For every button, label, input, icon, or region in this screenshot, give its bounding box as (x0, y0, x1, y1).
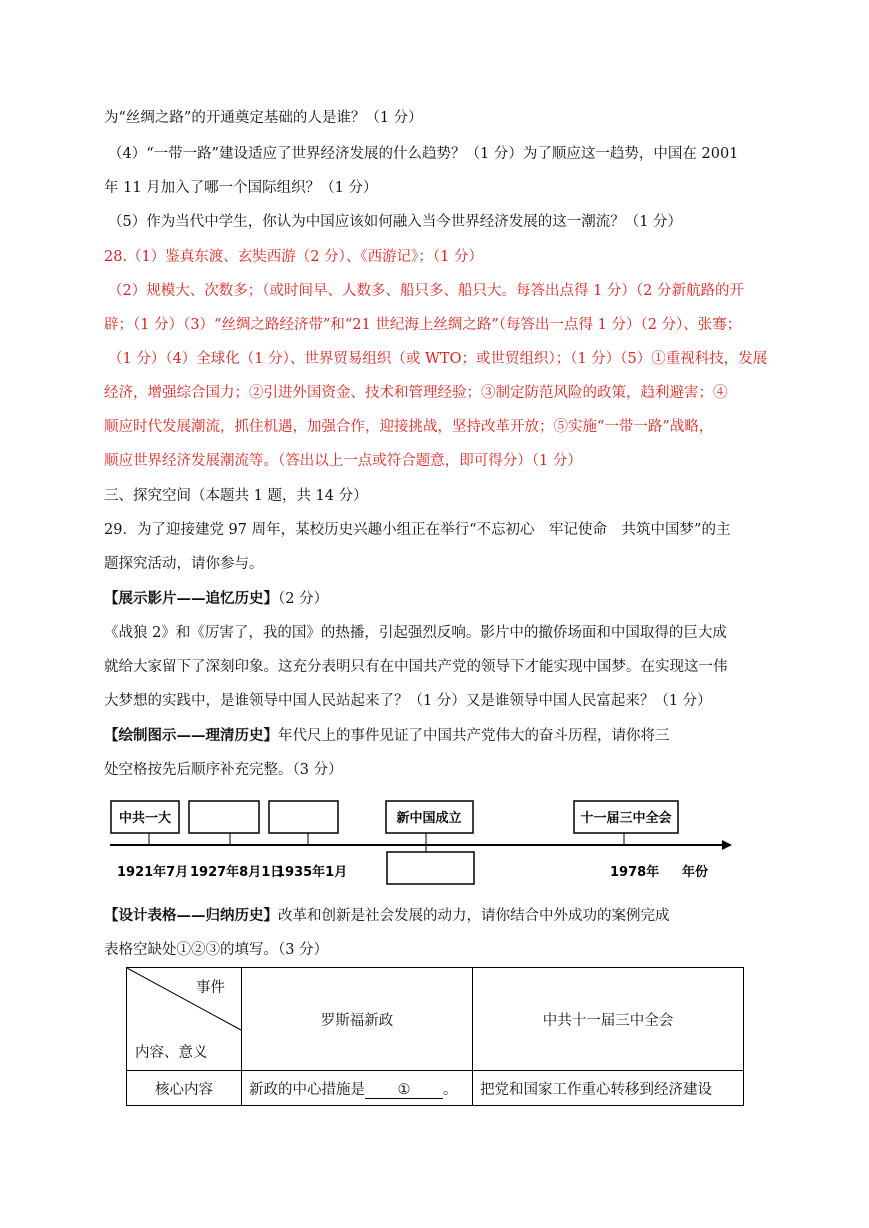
answer-line: （1 分）（4）全球化（1 分）、世界贸易组织（或 WTO；或世贸组织）；（1 分）（5）①重视科技，发展 (108, 351, 768, 367)
part3-title: 【设计表格——归纳历史】 (104, 907, 278, 924)
part2-title: 【绘制图示——理清历史】 (104, 727, 278, 744)
blank-box-2 (269, 801, 338, 833)
corner-bottom-label: 内容、意义 (135, 1045, 208, 1061)
answer-line: 经济，增强综合国力；②引进外国资金、技术和管理经验；③制定防范风险的政策，趋利避害；④ (104, 385, 728, 401)
part2-line: 处空格按先后顺序补充完整。（3 分） (104, 762, 343, 778)
cell-text: 。 (443, 1081, 458, 1098)
part2-text: 年代尺上的事件见证了中国共产党伟大的奋斗历程，请你将三 (278, 728, 670, 744)
year-label: 1927年8月1日 (190, 865, 284, 880)
event-label: 十一届三中全会 (580, 811, 672, 826)
blank-box-3 (387, 852, 474, 884)
part1-line: 《战狼 2》和《厉害了，我的国》的热播，引起强烈反响。影片中的撤侨场面和中国取得的巨大成 (104, 625, 727, 641)
question-line: （5）作为当代中学生，你认为中国应该如何融入当今世界经济发展的这一潮流？（1 分） (108, 214, 683, 230)
answer-line: （2）规模大、次数多；（或时间早、人数多、船只多、船只大。每答出点得 1 分）（2 分新航路的开 (108, 283, 744, 299)
part2-heading (104, 726, 670, 746)
answer-line: 顺应世界经济发展潮流等。（答出以上一点或符合题意，即可得分）（1 分） (104, 453, 582, 469)
part1-score: （2 分） (278, 591, 329, 607)
row-header: 核心内容 (127, 1071, 242, 1106)
part3-text: 改革和创新是社会发展的动力，请你结合中外成功的案例完成 (278, 908, 670, 924)
timeline-diagram (100, 790, 740, 890)
year-label: 1921年7月 (117, 865, 189, 880)
question-29-line: 题探究活动，请你参与。 (104, 556, 264, 572)
column-header: 中共十一届三中全会 (473, 968, 744, 1071)
table-header-row (127, 968, 744, 1071)
year-label: 1978年 (610, 865, 660, 880)
table-cell: 把党和国家工作重心转移到经济建设 (473, 1071, 744, 1106)
blank-box-1 (189, 801, 259, 833)
question-line: 为“丝绸之路”的开通奠定基础的人是谁？（1 分） (104, 110, 423, 126)
section-heading: 三、探究空间（本题共 1 题，共 14 分） (104, 488, 368, 504)
answer-line: 辟；（1 分）（3）“丝绸之路经济带”和“21 世纪海上丝绸之路”（每答出一点得 1 分）（2 分）、张骞； (104, 317, 742, 333)
answer-line: 28.（1）鉴真东渡、玄奘西游（2 分）、《西游记》；（1 分） (104, 249, 483, 265)
table-cell (242, 1071, 473, 1106)
part3-heading (104, 906, 670, 926)
question-line: 年 11 月加入了哪一个国际组织？（1 分） (104, 180, 378, 196)
event-label: 中共一大 (118, 811, 172, 826)
part1-line: 就给大家留下了深刻印象。这充分表明只有在中国共产党的领导下才能实现中国梦。在实现这一伟 (104, 659, 728, 675)
part1-heading (104, 589, 328, 609)
part1-line: 大梦想的实践中，是谁领导中国人民站起来了？（1 分）又是谁领导中国人民富起来？（1 分） (104, 693, 712, 709)
summary-table (126, 967, 744, 1106)
question-29-line: 29．为了迎接建党 97 周年，某校历史兴趣小组正在举行“不忘初心 牢记使命 共筑中国梦”的主 (104, 522, 731, 538)
cell-text: 新政的中心措施是 (249, 1081, 365, 1098)
column-header: 罗斯福新政 (242, 968, 473, 1071)
year-label: 1935年1月 (276, 865, 348, 880)
diagonal-header-cell (127, 968, 242, 1071)
part1-title: 【展示影片——追忆历史】 (104, 590, 278, 607)
corner-top-label: 事件 (196, 980, 225, 996)
event-label: 新中国成立 (396, 811, 462, 826)
axis-unit-label: 年份 (682, 865, 709, 880)
table-row (127, 1071, 744, 1106)
question-line: （4）“一带一路”建设适应了世界经济发展的什么趋势？（1 分）为了顺应这一趋势，中国在 2001 (108, 146, 739, 162)
timeline-arrow (722, 840, 732, 850)
answer-blank-1[interactable]: ① (365, 1082, 443, 1099)
answer-line: 顺应时代发展潮流，抓住机遇，加强合作，迎接挑战，坚持改革开放；⑤实施“一带一路”战略， (104, 419, 714, 435)
part3-line: 表格空缺处①②③的填写。（3 分） (104, 942, 329, 958)
